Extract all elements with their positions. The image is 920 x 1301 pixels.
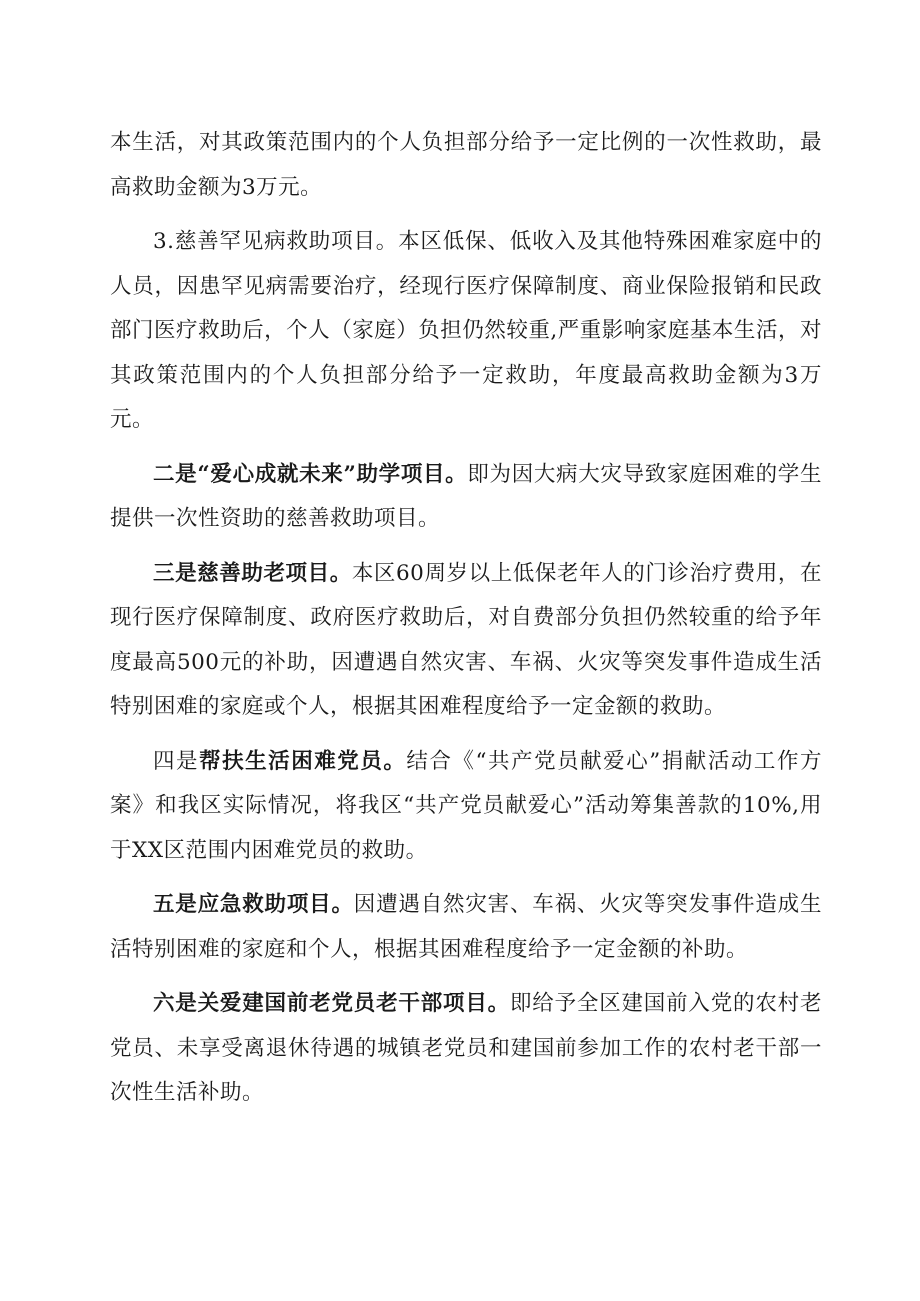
paragraph-text: 本生活，对其政策范围内的个人负担部分给予一定比例的一次性救助，最高救助金额为3万元。 bbox=[110, 130, 822, 200]
paragraph-4 bbox=[110, 552, 822, 730]
paragraph-7 bbox=[110, 982, 822, 1116]
paragraph-text: 四是 bbox=[153, 748, 200, 774]
paragraph-text: 3.慈善罕见病救助项目。本区低保、低收入及其他特殊困难家庭中的人员，因患罕见病需要治疗，经现行医疗保障制度、商业保险报销和民政部门医疗救助后，个人（家庭）负担仍然较重,严重影响家庭基本生活，对其政策范围内的个人负担部分给予一定救助，年度最高救助金额为3万元。 bbox=[110, 229, 822, 432]
paragraph-text: 即给予全区建国前入党的农村老党员、未享受离退休待遇的城镇老党员和建国前参加工作的农村老干部一次性生活补助。 bbox=[110, 991, 822, 1105]
section-heading: 五是应急救助项目。 bbox=[153, 892, 354, 917]
section-heading: 六是关爱建国前老党员老干部项目。 bbox=[153, 991, 510, 1016]
paragraph-text: 因遭遇自然灾害、车祸、火灾等突发事件造成生活特别困难的家庭和个人，根据其困难程度给予一定金额的补助。 bbox=[110, 892, 822, 962]
paragraph-text: 即为因大病大灾导致家庭困难的学生提供一次性资助的慈善救助项目。 bbox=[110, 461, 822, 531]
paragraph-2 bbox=[110, 220, 822, 443]
paragraph-5 bbox=[110, 740, 822, 874]
section-heading: 三是慈善助老项目。 bbox=[153, 560, 352, 586]
paragraph-text: 本区60周岁以上低保老年人的门诊治疗费用，在现行医疗保障制度、政府医疗救助后，对自费部分负担仍然较重的给予年度最高500元的补助，因遭遇自然灾害、车祸、火灾等突发事件造成生活特别困难的家庭或个人，根据其困难程度给予一定金额的救助。 bbox=[110, 560, 822, 719]
paragraph-1 bbox=[110, 121, 822, 210]
paragraph-6 bbox=[110, 883, 822, 972]
paragraph-3 bbox=[110, 453, 822, 542]
document-page bbox=[110, 121, 822, 1126]
paragraph-text: 结合《“共产党员献爱心”捐献活动工作方案》和我区实际情况，将我区“共产党员献爱心”活动筹集善款的10%,用于XX区范围内困难党员的救助。 bbox=[110, 748, 822, 863]
section-heading: 二是“爱心成就未来”助学项目。 bbox=[153, 461, 468, 487]
section-heading: 帮扶生活困难党员。 bbox=[199, 748, 407, 774]
